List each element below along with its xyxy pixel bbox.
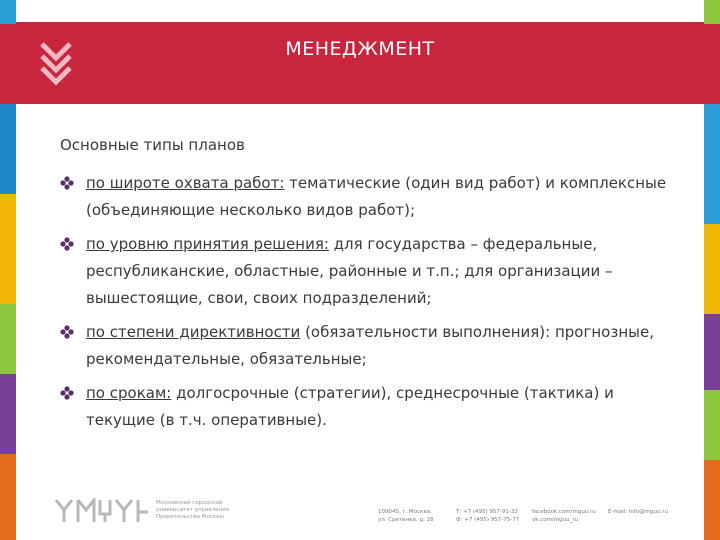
term: для государства [328, 235, 466, 253]
list-item [60, 319, 680, 373]
footer-social-links[interactable]: facebook.com/mguu.ru vk.com/mguu_ru [532, 509, 596, 523]
text-span: – федеральные, республиканские, областные, районные и т.п.; [86, 235, 598, 280]
text-span: (стратегии), [288, 384, 397, 402]
list-item [60, 380, 680, 434]
text-span: (объединяющие несколько видов работ); [86, 201, 416, 219]
text-span: (в т.ч. оперативные). [155, 411, 327, 429]
term: долгосрочные [171, 384, 289, 402]
term: текущие [86, 411, 156, 429]
page-title: МЕНЕДЖМЕНТ [285, 38, 435, 60]
criterion-label: по срокам: [86, 384, 172, 402]
section-subtitle: Основные типы планов [60, 136, 245, 154]
right-color-stripe [704, 0, 720, 540]
footer-org-name: Московский городской университет управления Правительства Москвы [156, 500, 230, 520]
list-item [60, 170, 680, 224]
left-color-stripe [0, 0, 16, 540]
diamond-bullet-icon [60, 325, 74, 339]
criterion-label: по степени директивности [86, 323, 301, 341]
list-item [60, 231, 680, 312]
footer-address: 109045, г. Москва, ул. Сретенка, д. 28 [378, 509, 434, 523]
criterion-label: по широте охвата работ: [86, 174, 285, 192]
text-span: – вышестоящие, свои, своих подразделений; [86, 262, 613, 307]
content-area [60, 136, 680, 441]
diamond-bullet-icon [60, 386, 74, 400]
text-span: (тактика) и [519, 384, 614, 402]
criterion-label: по уровню принятия решения: [86, 235, 329, 253]
term: среднесрочные [396, 384, 520, 402]
term: комплексные [559, 174, 667, 192]
footer [16, 494, 704, 532]
term: тематические [284, 174, 401, 192]
slide [16, 0, 704, 540]
footer-phones: Т: +7 (495) 957-91-32 Ф: +7 (495) 957-75-77 [456, 509, 520, 523]
diamond-bullet-icon [60, 176, 74, 190]
term: для организации [464, 262, 601, 280]
diamond-bullet-icon [60, 237, 74, 251]
header-bar [16, 22, 704, 104]
footer-email[interactable]: E-mail: info@mguu.ru [608, 509, 668, 515]
text-span: (обязательности выполнения): прогнозные, рекомендательные, обязательные; [86, 323, 654, 368]
university-logo-icon [54, 498, 150, 524]
text-span: (один вид работ) и [400, 174, 560, 192]
